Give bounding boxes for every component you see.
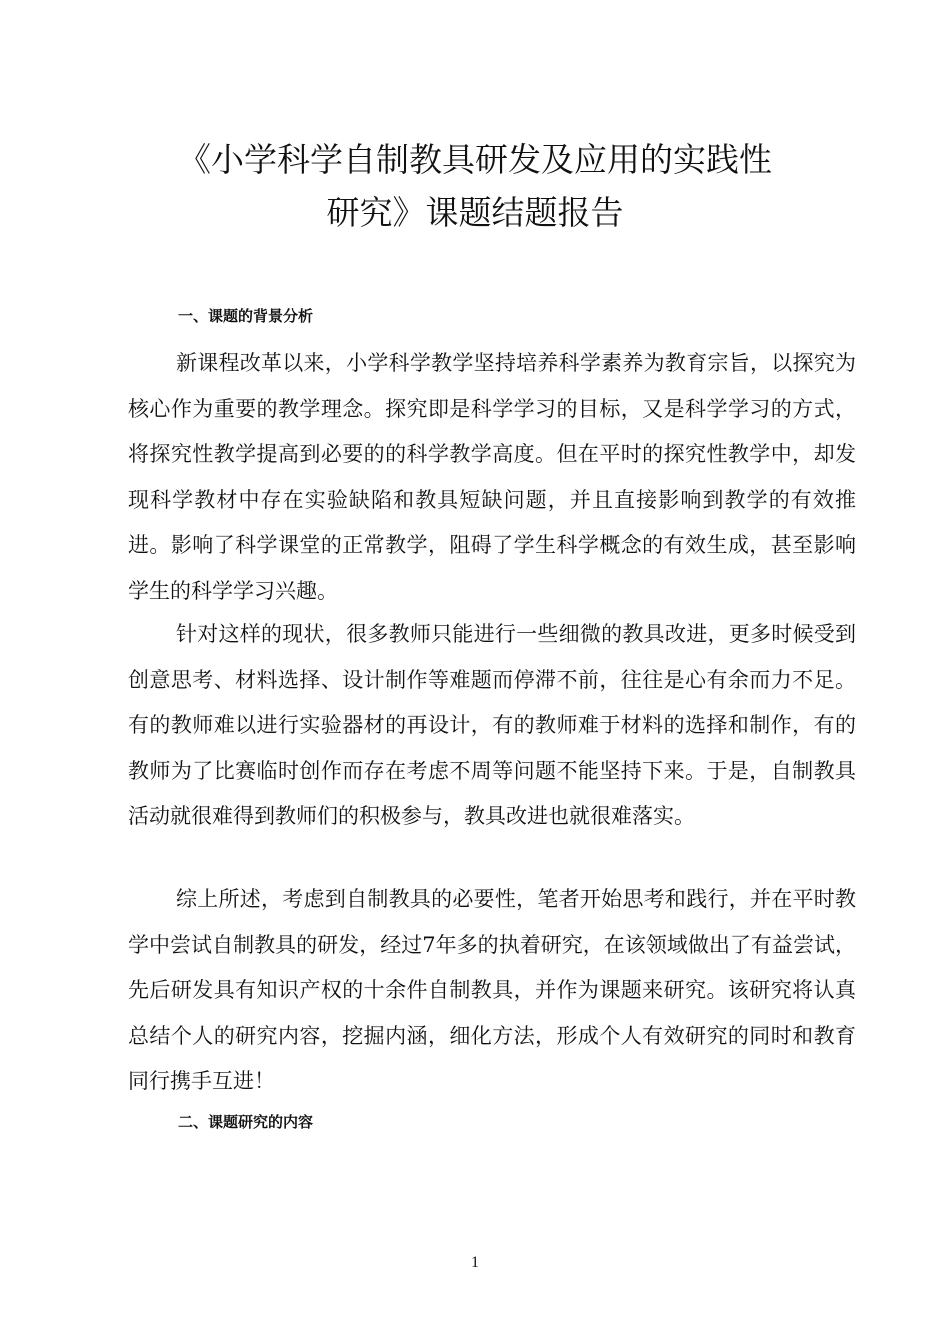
document-title-line-2: 研究》课题结题报告 (326, 193, 624, 232)
section-heading-content: 二、课题研究的内容 (178, 1113, 314, 1131)
paragraph-2: 针对这样的现状，很多教师只能进行一些细微的教具改进，更多时候受到创意思考、材料选择、设计制作等难题而停滞不前，往往是心有余而力不足。有的教师难以进行实验器材的再设计，有的教师难于材料的选择和制作，有的教师为了比赛临时创作而存在考虑不周等问题不能坚持下来。于是，自制教具活动就很难得到教师们的积极参与，教具改进也就很难落实。 (128, 622, 856, 828)
paragraph-3: 综上所述，考虑到自制教具的必要性，笔者开始思考和践行，并在平时教学中尝试自制教具的研发，经过7年多的执着研究，在该领域做出了有益尝试，先后研发具有知识产权的十余件自制教具，并作为课题来研究。该研究将认真总结个人的研究内容，挖掘内涵，细化方法，形成个人有效研究的同时和教育同行携手互进！ (128, 887, 856, 1093)
document-title-line-1: 《小学科学自制教具研发及应用的实践性 (178, 140, 772, 179)
page-number: 1 (471, 1254, 479, 1271)
section-heading-background: 一、课题的背景分析 (178, 307, 314, 325)
paragraph-1: 新课程改革以来，小学科学教学坚持培养科学素养为教育宗旨，以探究为核心作为重要的教学理念。探究即是科学学习的目标，又是科学学习的方式，将探究性教学提高到必要的的科学教学高度。但在平时的探究性教学中，却发现科学教材中存在实验缺陷和教具短缺问题，并且直接影响到教学的有效推进。影响了科学课堂的正常教学，阻碍了学生科学概念的有效生成，甚至影响学生的科学学习兴趣。 (128, 351, 856, 603)
